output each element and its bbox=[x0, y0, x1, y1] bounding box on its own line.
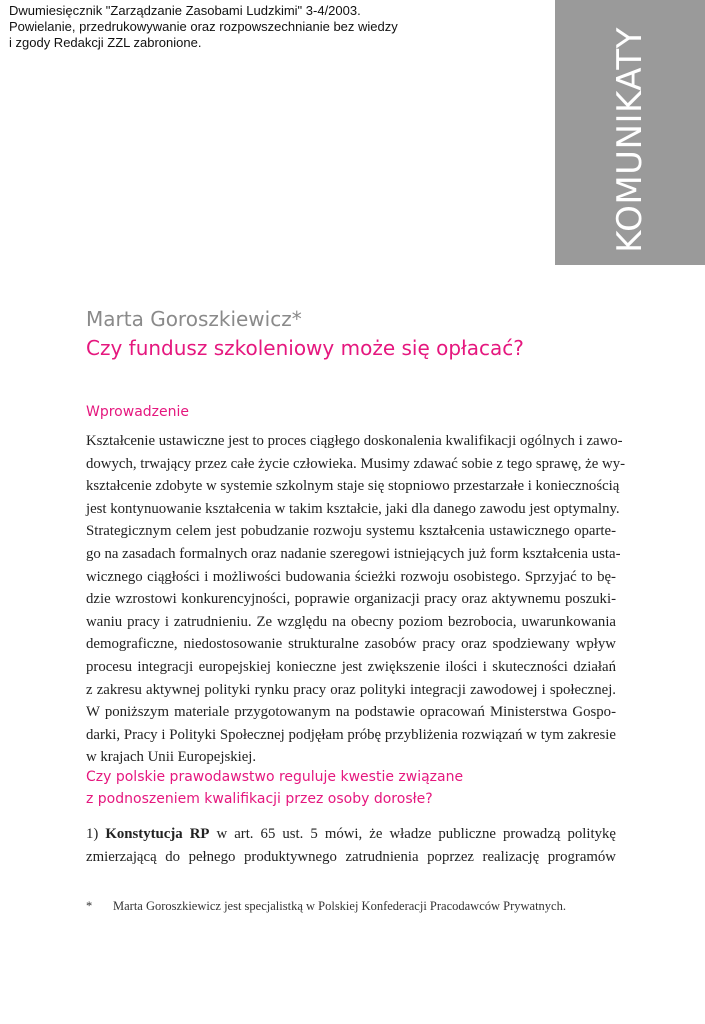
text-line: zmierzającą do pełnego produktywnego zatrudnienia poprzez realizację programów bbox=[86, 848, 616, 865]
copyright-line: Powielanie, przedrukowywanie oraz rozpowszechnianie bez wiedzy bbox=[9, 19, 398, 34]
text-line: procesu integracji europejskiej konieczne jest zwiększenie ilości i skuteczności działań bbox=[86, 658, 616, 675]
copyright-line: i zgody Redakcji ZZL zabronione. bbox=[9, 35, 202, 50]
footnote bbox=[86, 897, 626, 915]
text-line bbox=[86, 823, 616, 846]
heading-line: Czy polskie prawodawstwo reguluje kwestie związane bbox=[86, 769, 464, 785]
item-bold-term: Konstytucja RP bbox=[105, 826, 210, 842]
text-line: dowych, trwający przez całe życie człowieka. Musimy zdawać sobie z tego sprawę, że wy- bbox=[86, 455, 626, 472]
section-heading-legislation bbox=[86, 766, 463, 810]
legislation-paragraph bbox=[86, 823, 616, 868]
section-heading-introduction: Wprowadzenie bbox=[86, 404, 189, 420]
text-line: wicznego ciągłości i możliwości budowania ścieżki rozwoju osobistego. Sprzyjać to bę- bbox=[86, 568, 616, 585]
article-title: Czy fundusz szkoleniowy może się opłacać? bbox=[86, 336, 524, 360]
text-line: W poniższym materiale przygotowanym na podstawie opracowań Ministerstwa Gospo- bbox=[86, 704, 616, 721]
section-side-tab bbox=[555, 0, 705, 265]
copyright-line: Dwumiesięcznik "Zarządzanie Zasobami Ludzkimi" 3-4/2003. bbox=[9, 3, 361, 18]
text-line: demograficzne, niedostosowanie strukturalne zasobów pracy oraz spodziewany wpływ bbox=[86, 636, 616, 653]
text-line: Kształcenie ustawiczne jest to proces ciągłego doskonalenia kwalifikacji ogólnych i zawo- bbox=[86, 433, 623, 449]
section-side-tab-label: KOMUNIKATY bbox=[610, 27, 650, 253]
item-text: w art. 65 ust. 5 mówi, że władze publiczne prowadzą politykę bbox=[216, 826, 617, 842]
heading-line: z podnoszeniem kwalifikacji przez osoby dorosłe? bbox=[86, 791, 433, 807]
item-number: 1) bbox=[86, 826, 99, 842]
text-line: w krajach Unii Europejskiej. bbox=[86, 749, 257, 766]
text-line: waniu pracy i zatrudnieniu. Ze względu na obecny poziom bezrobocia, uwarunkowania bbox=[86, 613, 616, 630]
text-line: jest kontynuowanie kształcenia w takim kształcie, jaki dla danego zawodu jest optymalny. bbox=[86, 500, 620, 517]
footnote-text: Marta Goroszkiewicz jest specjalistką w Polskiej Konfederacji Pracodawców Prywatnych. bbox=[113, 899, 566, 913]
introduction-paragraph bbox=[86, 430, 626, 769]
text-line: z zakresu aktywnej polityki rynku pracy oraz polityki integracji zawodowej i społecznej. bbox=[86, 681, 616, 698]
article-author: Marta Goroszkiewicz* bbox=[86, 307, 302, 331]
text-line: dzie wzrostowi konkurencyjności, poprawie organizacji pracy oraz aktywnemu poszuki- bbox=[86, 591, 616, 608]
text-line: darki, Pracy i Polityki Społecznej podjęłam próbę przybliżenia rozwiązań w tym zakresie bbox=[86, 726, 616, 743]
text-line: go na zasadach formalnych oraz nadanie szeregowi istniejących już form kształcenia usta- bbox=[86, 545, 621, 562]
footnote-mark: * bbox=[86, 899, 93, 913]
text-line: Strategicznym celem jest pobudzanie rozwoju systemu kształcenia ustawicznego oparte- bbox=[86, 523, 616, 540]
copyright-notice bbox=[9, 3, 479, 51]
text-line: kształcenie zdobyte w systemie szkolnym staje się stopniowo przestarzałe i koniecznością bbox=[86, 478, 620, 495]
